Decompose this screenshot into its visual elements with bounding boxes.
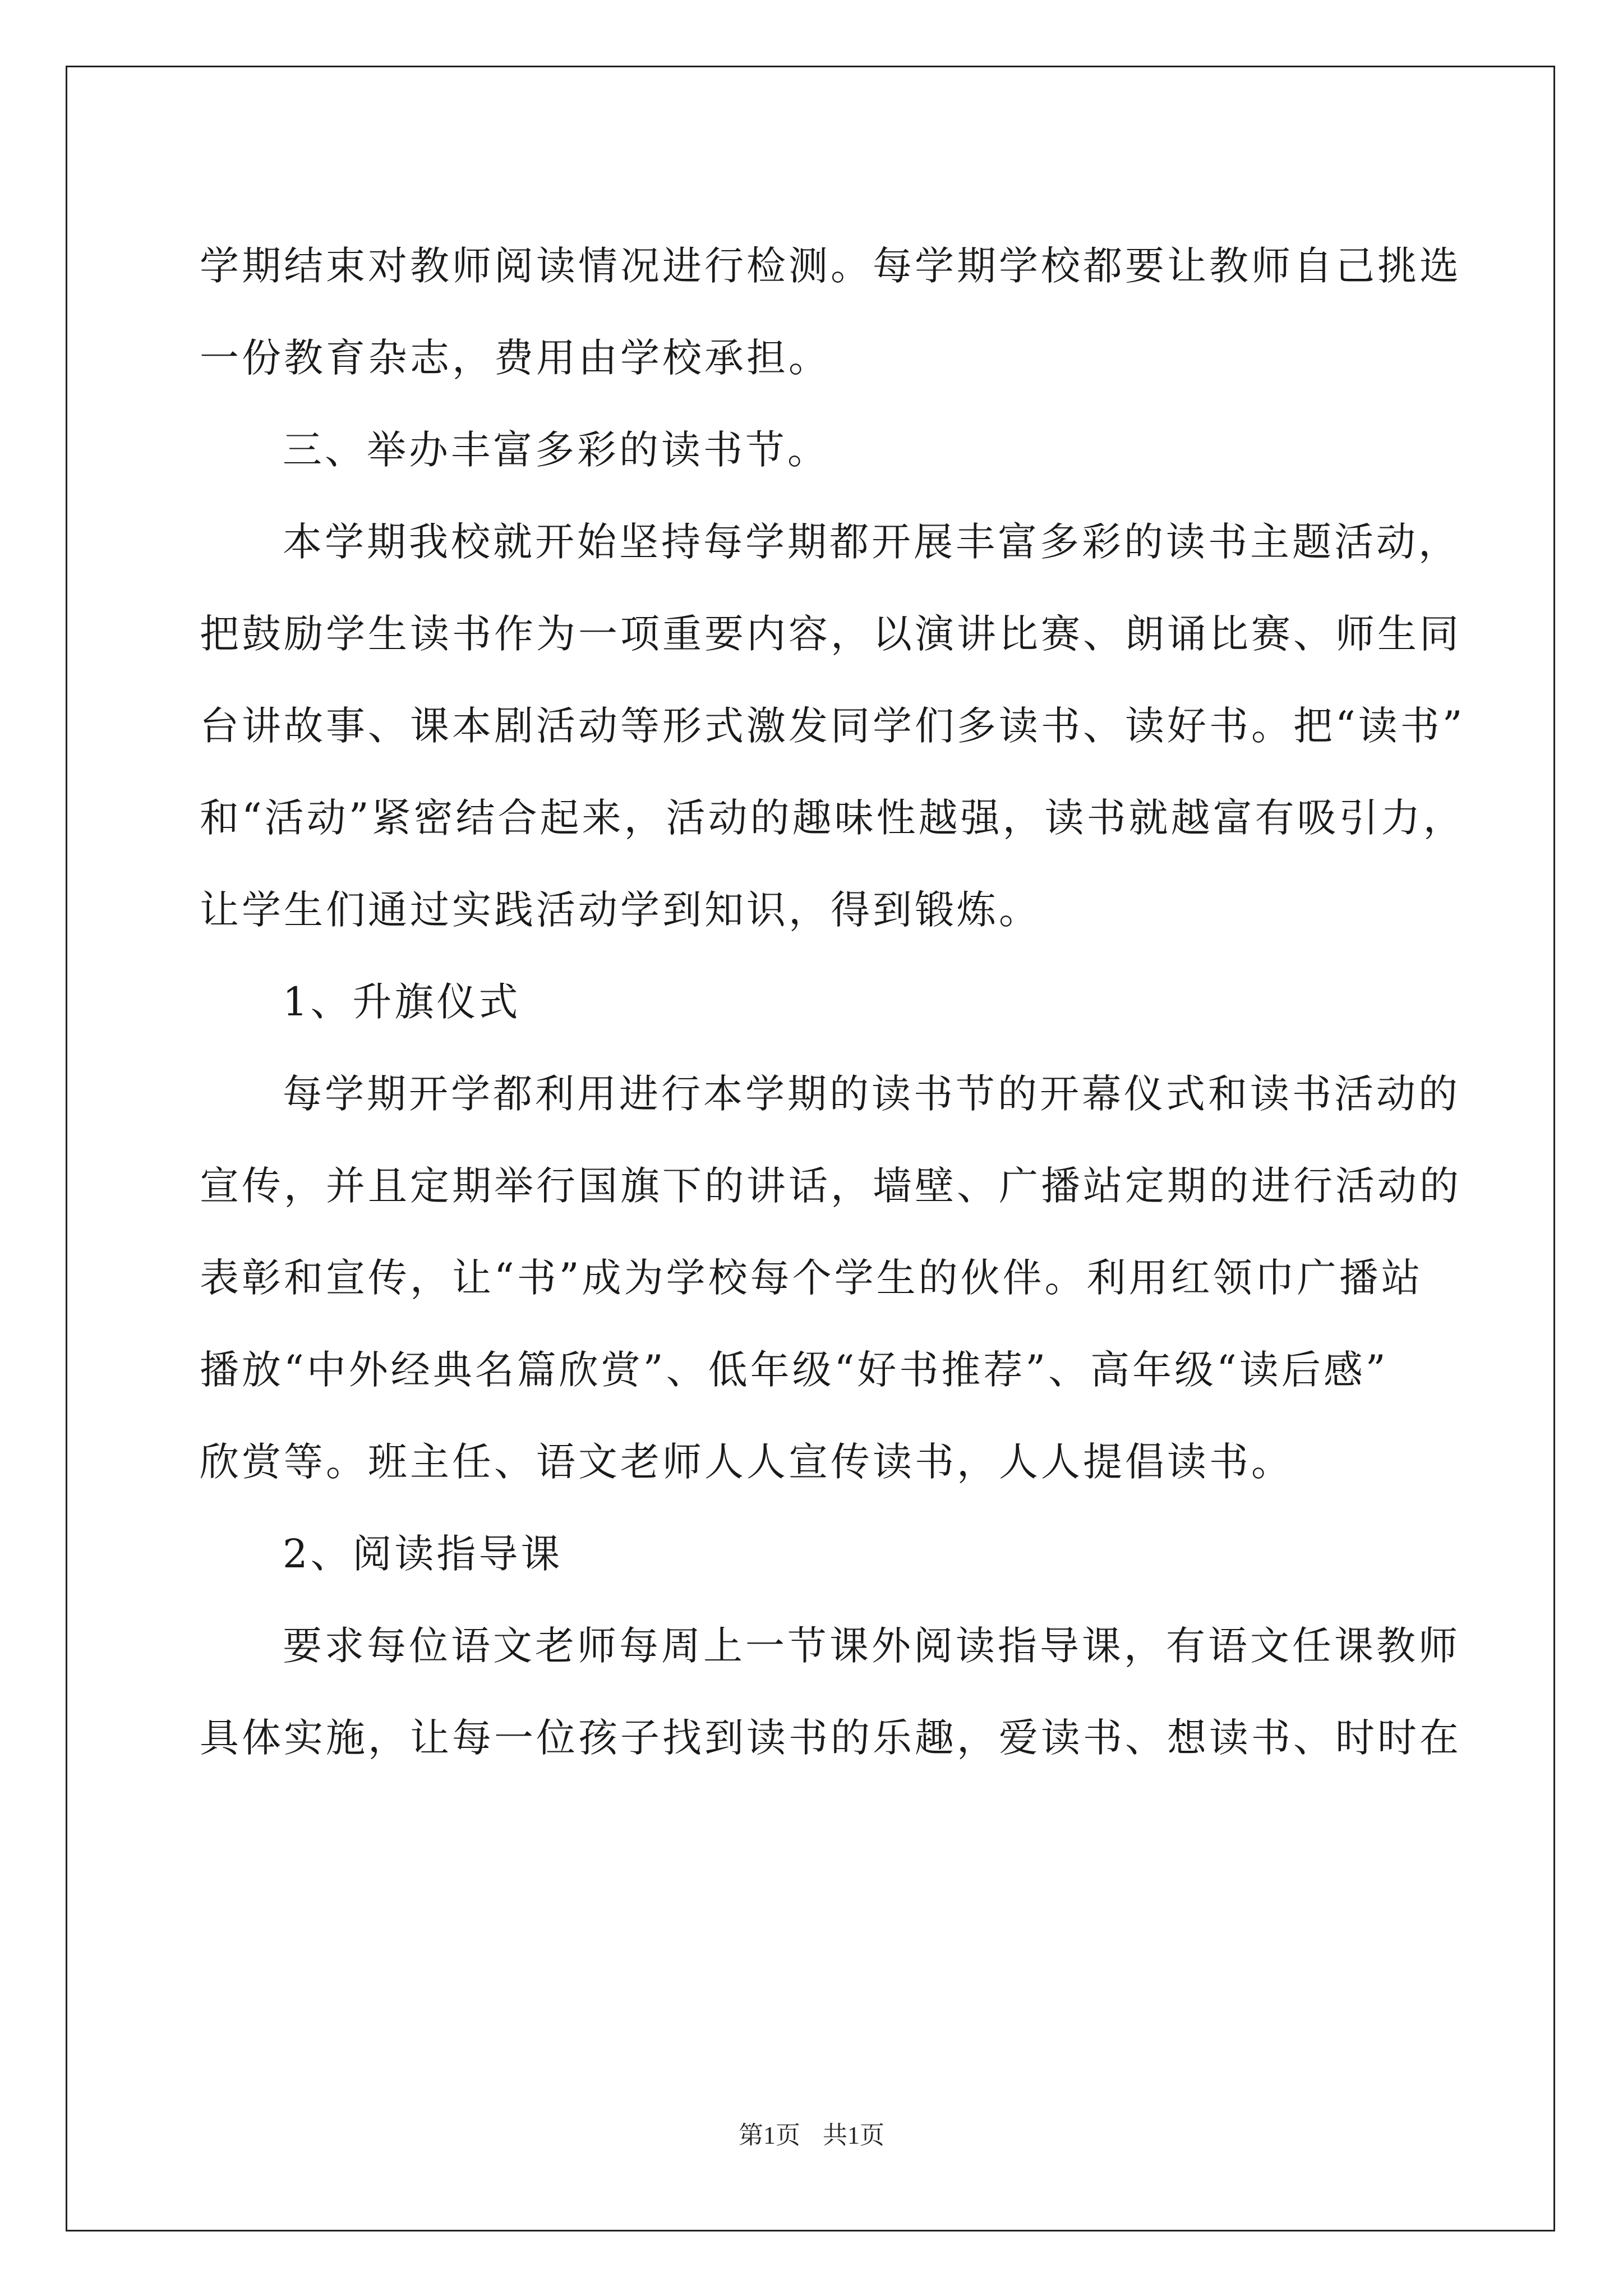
text-line: 每学期开学都利用进行本学期的读书节的开幕仪式和读书活动的 xyxy=(283,1071,1460,1117)
page-number: 第1页 xyxy=(739,2122,800,2149)
text-line: 要求每位语文老师每周上一节课外阅读指导课，有语文任课教师 xyxy=(283,1623,1460,1669)
text-line: 把鼓励学生读书作为一项重要内容，以演讲比赛、朗诵比赛、师生同 xyxy=(200,611,1461,657)
page-total: 共1页 xyxy=(823,2122,884,2149)
text-line: 学期结束对教师阅读情况进行检测。每学期学校都要让教师自己挑选 xyxy=(200,243,1461,289)
text-line: 1、升旗仪式 xyxy=(283,979,521,1025)
text-line: 欣赏等。班主任、语文老师人人宣传读书，人人提倡读书。 xyxy=(200,1439,1293,1485)
text-line: 表彰和宣传，让“书”成为学校每个学生的伙伴。利用红领巾广播站 xyxy=(200,1255,1423,1301)
text-line: 台讲故事、课本剧活动等形式激发同学们多读书、读好书。把“读书” xyxy=(200,703,1465,749)
text-line: 宣传，并且定期举行国旗下的讲话，墙壁、广播站定期的进行活动的 xyxy=(200,1163,1461,1209)
text-line: 一份教育杂志，费用由学校承担。 xyxy=(200,335,831,381)
document-body xyxy=(200,220,1465,1784)
text-line: 和“活动”紧密结合起来，活动的趣味性越强，读书就越富有吸引力， xyxy=(200,795,1465,841)
page-footer xyxy=(0,2115,1623,2151)
text-line: 播放“中外经典名篇欣赏”、低年级“好书推荐”、高年级“读后感” xyxy=(200,1347,1389,1393)
text-line: 让学生们通过实践活动学到知识，得到锻炼。 xyxy=(200,887,1041,933)
text-line: 本学期我校就开始坚持每学期都开展丰富多彩的读书主题活动， xyxy=(283,519,1460,565)
text-line: 三、举办丰富多彩的读书节。 xyxy=(283,427,829,473)
text-line: 2、阅读指导课 xyxy=(283,1531,563,1577)
text-line: 具体实施，让每一位孩子找到读书的乐趣，爱读书、想读书、时时在 xyxy=(200,1715,1461,1761)
